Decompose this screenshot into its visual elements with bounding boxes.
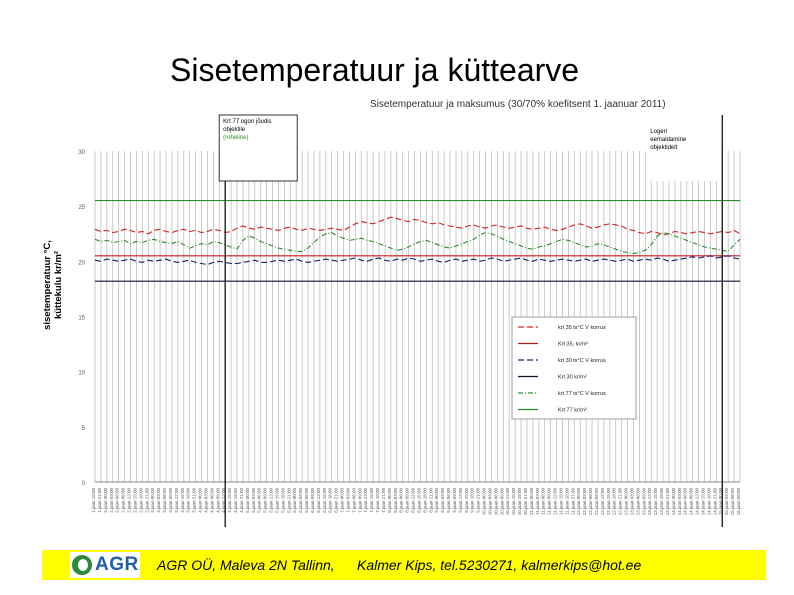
x-tick-label: 4.jaan 12:00 [221,488,227,513]
x-tick-label: 7.jaan 15:00 [369,488,375,513]
x-tick-label: 14.jaan 00:00 [670,488,676,516]
x-tick-label: 4.jaan 03:00 [203,488,209,513]
x-tick-label: 8.jaan 03:00 [392,488,398,513]
x-tick-label: 13.jaan 12:00 [647,488,653,516]
x-tick-label: 5.jaan 06:00 [256,488,262,513]
x-tick-label: 11.jaan 18:00 [564,488,570,515]
x-tick-label: 9.jaan 15:00 [463,488,469,513]
y-axis-label-line: sisetemperatuur °C, [42,240,53,330]
x-tick-label: 5.jaan 18:00 [280,488,286,513]
x-tick-label: 5.jaan 15:00 [274,488,280,513]
x-tick-label: 2.jaan 06:00 [114,488,120,513]
x-tick-label: 8.jaan 15:00 [416,488,422,513]
legend-label: krt 30 ts°C V korrus [558,358,606,364]
x-tick-label: 6.jaan 03:00 [298,488,304,513]
x-tick-label: 7.jaan 21:00 [380,488,386,513]
x-tick-label: 5.jaan 09:00 [262,488,268,513]
x-tick-label: 11.jaan 09:00 [546,488,552,515]
series-lines [95,201,740,282]
x-tick-label: 8.jaan 06:00 [398,488,404,513]
x-tick-label: 13.jaan 21:00 [664,488,670,516]
x-tick-label: 10.jaan 09:00 [499,488,505,516]
y-tick-label: 30 [78,150,85,156]
x-tick-label: 6.jaan 21:00 [333,488,339,513]
x-tick-label: 10.jaan 18:00 [517,488,523,516]
x-tick-label: 7.jaan 00:00 [339,488,345,513]
x-tick-label: 4.jaan 15:00 [227,488,233,513]
x-ticks [91,488,741,516]
x-tick-label: 3.jaan 03:00 [156,488,162,513]
x-tick-label: 13.jaan 00:00 [623,488,629,516]
slide-title: Sisetemperatuur ja küttearve [170,52,580,88]
y-tick-label: 10 [78,370,85,377]
x-tick-label: 2.jaan 09:00 [120,488,126,513]
x-tick-label: 14.jaan 18:00 [706,488,712,516]
x-tick-label: 12.jaan 03:00 [582,488,588,516]
series-line-4 [95,233,740,254]
x-tick-label: 14.jaan 06:00 [682,488,688,516]
x-tick-label: 1.jaan 21:00 [96,488,102,513]
annotation-text: (roheline) [223,135,249,141]
x-tick-label: 11.jaan 00:00 [528,487,534,515]
x-tick-label: 13.jaan 03:00 [629,488,635,516]
legend-box [512,317,636,419]
x-tick-label: 14.jaan 15:00 [700,488,706,516]
annotation-text: objektidelt [650,145,678,151]
annotation-text: Krt 77 ogon jõudis [223,119,272,125]
x-tick-label: 14.jaan 21:00 [712,488,718,516]
x-tick-label: 13.jaan 18:00 [659,488,665,516]
chart-title: Sisetemperatuur ja maksumus (30/70% koefitsent 1. jaanuar 2011) [370,99,666,110]
x-tick-label: 7.jaan 09:00 [357,488,363,513]
x-tick-label: 3.jaan 12:00 [173,488,179,513]
x-tick-label: 10.jaan 21:00 [522,488,528,516]
x-tick-label: 15.jaan 03:00 [724,488,730,516]
x-tick-label: 9.jaan 12:00 [457,488,463,513]
x-tick-label: 9.jaan 18:00 [469,488,475,513]
x-tick-label: 10.jaan 15:00 [511,488,517,516]
x-tick-label: 6.jaan 00:00 [292,488,298,513]
agr-logo-icon [72,555,92,575]
x-tick-label: 6.jaan 12:00 [315,488,321,513]
x-tick-label: 6.jaan 15:00 [321,488,327,513]
x-tick-label: 7.jaan 06:00 [351,488,357,513]
x-tick-label: 15.jaan 09:00 [736,488,741,516]
x-tick-label: 5.jaan 03:00 [250,488,256,513]
x-tick-label: 9.jaan 09:00 [451,488,457,513]
x-tick-label: 13.jaan 15:00 [653,488,659,516]
x-tick-label: 8.jaan 12:00 [410,488,416,513]
x-tick-label: 12.jaan 21:00 [617,488,623,516]
x-tick-label: 2.jaan 12:00 [126,488,132,513]
x-tick-label: 4.jaan 18:00 [233,488,239,513]
x-tick-label: 4.jaan 09:00 [215,488,221,513]
y-tick-label: 25 [78,205,85,212]
annotation-text: eemaldamine [650,137,687,143]
x-tick-label: 6.jaan 09:00 [309,488,315,513]
logo-text: AGR [95,554,139,575]
legend-label: krt 35 ts°C V korrus [558,325,606,331]
x-tick-label: 5.jaan 00:00 [244,488,250,513]
x-tick-label: 15.jaan 06:00 [730,488,736,516]
annotation-text: Logeri [650,129,667,135]
x-tick-label: 14.jaan 09:00 [688,488,694,516]
x-tick-label: 10.jaan 06:00 [493,488,499,516]
x-tick-label: 11.jaan 06:00 [540,487,546,515]
x-tick-label: 2.jaan 21:00 [144,488,150,513]
x-tick-label: 10.jaan 00:00 [481,488,487,516]
x-tick-label: 12.jaan 00:00 [576,488,582,516]
x-tick-label: 6.jaan 18:00 [327,488,333,513]
x-tick-label: 8.jaan 09:00 [404,488,410,513]
y-tick-label: 5 [81,425,85,432]
x-tick-label: 3.jaan 09:00 [167,488,173,513]
x-tick-label: 2.jaan 03:00 [108,488,114,513]
x-tick-label: 5.jaan 12:00 [268,488,274,513]
x-tick-label: 6.jaan 06:00 [304,488,310,513]
x-tick-label: 10.jaan 12:00 [505,488,511,516]
x-tick-label: 13.jaan 06:00 [635,488,641,516]
x-tick-label: 12.jaan 09:00 [593,488,599,516]
legend [512,317,636,419]
x-tick-label: 4.jaan 21:00 [238,488,244,513]
agr-logo [70,552,140,578]
x-tick-label: 14.jaan 12:00 [694,488,700,516]
x-tick-label: 9.jaan 21:00 [475,488,481,513]
legend-label: Krt 30 kr/m² [558,374,587,381]
x-tick-label: 4.jaan 06:00 [209,488,215,513]
x-tick-label: 3.jaan 00:00 [150,488,156,513]
y-axis-label [42,240,64,330]
x-tick-label: 3.jaan 15:00 [179,488,185,513]
x-tick-label: 7.jaan 12:00 [363,488,369,513]
x-tick-label: 12.jaan 06:00 [588,488,594,516]
footer-contact: Kalmer Kips, tel.5230271, kalmerkips@hot.ee [357,557,642,573]
x-tick-label: 15.jaan 00:00 [718,488,724,516]
x-tick-label: 5.jaan 21:00 [286,488,292,513]
chart-svg [40,95,760,535]
y-tick-label: 15 [78,315,85,322]
legend-label: Krt 35, kr/m² [558,341,589,348]
x-tick-label: 3.jaan 21:00 [191,488,197,513]
x-tick-label: 12.jaan 15:00 [605,488,611,516]
x-tick-label: 8.jaan 18:00 [422,488,428,513]
x-tick-label: 13.jaan 09:00 [641,488,647,516]
x-tick-label: 14.jaan 03:00 [676,488,682,516]
x-tick-label: 2.jaan 18:00 [138,488,144,513]
x-tick-label: 3.jaan 18:00 [185,488,191,513]
y-tick-label: 20 [78,260,85,267]
x-tick-label: 1.jaan 18:00 [91,488,96,513]
x-tick-label: 8.jaan 00:00 [386,488,392,513]
x-tick-label: 9.jaan 03:00 [440,488,446,513]
x-tick-label: 7.jaan 03:00 [345,488,351,513]
x-tick-label: 9.jaan 00:00 [434,488,440,513]
x-tick-label: 12.jaan 12:00 [599,488,605,516]
footer-bar [42,550,766,580]
footer-company: AGR OÜ, Maleva 2N Tallinn, [157,557,335,573]
x-tick-label: 2.jaan 00:00 [102,488,108,513]
x-tick-label: 11.jaan 21:00 [570,488,576,515]
x-tick-label: 10.jaan 03:00 [487,488,493,516]
x-tick-label: 9.jaan 06:00 [446,488,452,513]
legend-label: krt 77 ts°C V korrus [558,391,606,397]
series-line-2 [95,256,740,265]
x-tick-label: 4.jaan 00:00 [197,488,203,513]
legend-label: Krt 77 kr/m² [558,407,587,414]
x-tick-label: 11.jaan 12:00 [552,488,558,515]
annotation-text: objektile [223,127,246,133]
series-line-0 [95,217,740,235]
y-tick-label: 0 [81,481,85,487]
annotations [219,115,722,527]
x-tick-label: 11.jaan 15:00 [558,488,564,515]
y-ticks [78,150,85,487]
x-tick-label: 12.jaan 18:00 [611,488,617,516]
x-tick-label: 7.jaan 18:00 [375,488,381,513]
temperature-chart [40,95,760,535]
x-tick-label: 3.jaan 06:00 [162,488,168,513]
x-tick-label: 8.jaan 21:00 [428,488,434,513]
y-axis-label-line: küttekulu kr/m² [53,250,64,320]
x-tick-label: 11.jaan 03:00 [534,488,540,515]
x-tick-label: 2.jaan 15:00 [132,488,138,513]
